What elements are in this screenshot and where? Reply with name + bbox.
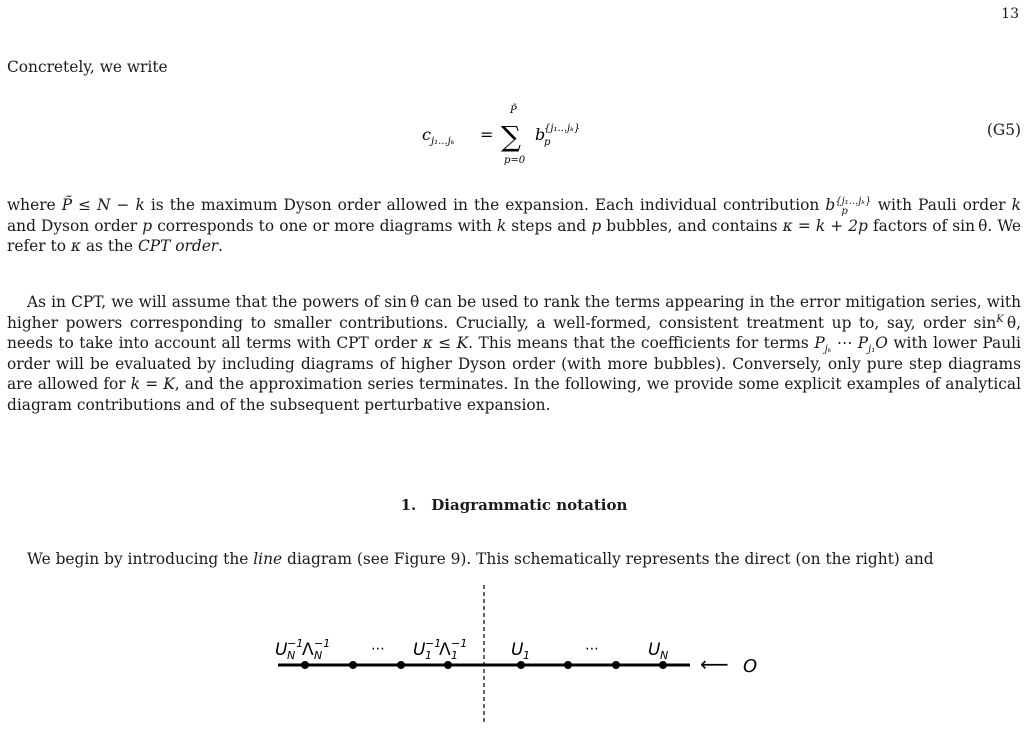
eq-term-sup: {j₁...jₖ} bbox=[544, 123, 581, 134]
label-ellipsis-left: ⋯ bbox=[371, 641, 385, 657]
diagram-node-1 bbox=[301, 661, 309, 669]
eq-sum-lower: p=0 bbox=[504, 155, 526, 166]
eq-term-sub: p bbox=[544, 137, 551, 148]
label-u1: U bbox=[511, 640, 524, 660]
equation-tag: (G5) bbox=[986, 121, 1021, 139]
label-u1-inv-sup: −1 bbox=[425, 637, 442, 650]
operator-o: O bbox=[743, 656, 758, 677]
label-un-right-sub: N bbox=[660, 649, 669, 662]
diagram-node-4 bbox=[444, 661, 452, 669]
label-lambda-1-sub: 1 bbox=[451, 649, 458, 662]
line-diagram bbox=[250, 585, 790, 725]
paragraph-1: where P̃ ≤ N − k is the maximum Dyson order allowed in the expansion. Each individual contribution $b^{\{j_1...j_k\}}_p$ with Pauli order k and Dyson order p corresponds to one or more diagrams with k steps and p bubbles, and contains κ = k + 2p factors of sin θ. We refer to κ as the CPT order. bbox=[7, 195, 1021, 255]
equation-g5 bbox=[420, 103, 620, 167]
label-lambda-1-sup: −1 bbox=[451, 637, 468, 650]
paragraph-2: As in CPT, we will assume that the powers of sin θ can be used to rank the terms appearing in the error mitigation series, with higher powers corresponding to smaller contributions. Crucially, a well-formed, consistent treatment up to, say, order $\sin^K \theta$, needs to take into account all terms with CPT order κ ≤ K. This means that the coefficients for terms $P_{j_k}$ ⋯ $P_{j_1}O$ with lower Pauli order will be evaluated by including diagrams of higher Dyson order (with more bubbles). Conversely, only pure step diagrams are allowed for k = K, and the approximation series terminates. In the following, we provide some explicit examples of analytical diagram contributions and of the subsequent perturbative expansion. bbox=[7, 293, 1021, 414]
eq-term: b bbox=[535, 125, 546, 144]
intro-line: Concretely, we write bbox=[7, 58, 168, 76]
line-diagram-svg bbox=[250, 585, 790, 725]
diagram-node-5 bbox=[517, 661, 525, 669]
label-un-sub: N bbox=[287, 649, 296, 662]
label-u1-inv-sub: 1 bbox=[425, 649, 432, 662]
label-lambda-n: Λ bbox=[302, 640, 314, 660]
label-u1-sub: 1 bbox=[523, 649, 530, 662]
diagram-node-2 bbox=[349, 661, 357, 669]
label-ellipsis-right: ⋯ bbox=[585, 641, 599, 657]
eq-sum-symbol: ∑ bbox=[501, 120, 521, 153]
equation-svg bbox=[420, 103, 620, 167]
section-heading: 1. Diagrammatic notation bbox=[400, 496, 628, 514]
diagram-node-8 bbox=[659, 661, 667, 669]
label-u1-inverse-lambda: U bbox=[413, 640, 426, 660]
label-un-sup: −1 bbox=[287, 637, 304, 650]
page-number: 13 bbox=[1001, 6, 1019, 22]
eq-equals: = bbox=[480, 125, 494, 144]
eq-lhs-sub: j₁...jₖ bbox=[431, 136, 455, 147]
label-lambda-n-sup: −1 bbox=[314, 637, 331, 650]
diagram-node-6 bbox=[564, 661, 572, 669]
diagram-node-7 bbox=[612, 661, 620, 669]
eq-sum-upper: P̃ bbox=[510, 105, 517, 116]
label-un-inverse-lambda: U bbox=[275, 640, 288, 660]
arrow-left-icon: ⟵ bbox=[700, 652, 729, 676]
diagram-node-3 bbox=[397, 661, 405, 669]
label-lambda-1: Λ bbox=[439, 640, 451, 660]
label-lambda-n-sub: N bbox=[314, 649, 323, 662]
eq-lhs: c bbox=[422, 125, 431, 144]
label-un: U bbox=[648, 640, 661, 660]
paragraph-3: We begin by introducing the line diagram (see Figure 9). This schematically represents the direct (on the right) and bbox=[27, 550, 934, 568]
